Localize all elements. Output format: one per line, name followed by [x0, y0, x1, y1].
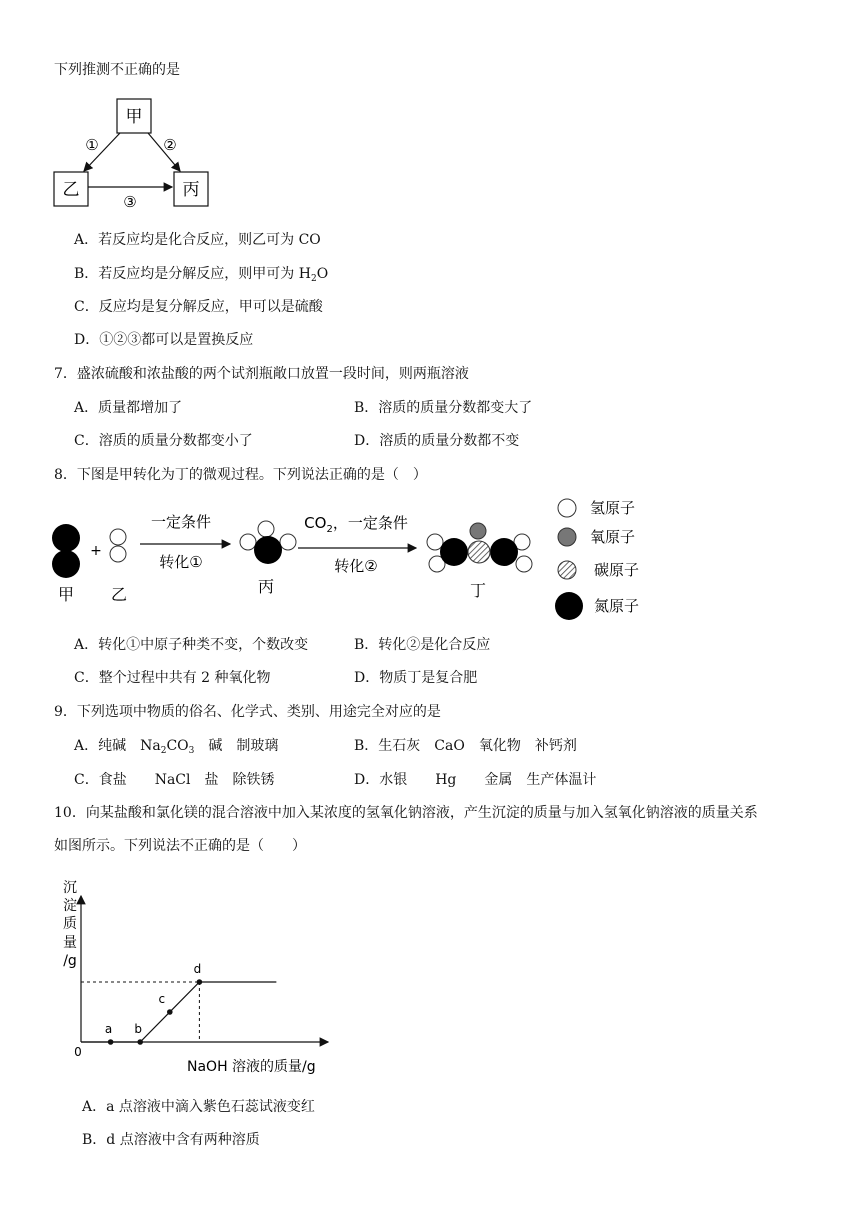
legend-nitrogen: 氮原子 [594, 597, 640, 615]
legend-carbon-swatch [558, 561, 576, 579]
q6-stem: 下列推测不正确的是 [54, 62, 180, 78]
atom-legend [555, 499, 639, 620]
q6-option-d: D．①②③都可以是置换反应 [74, 332, 254, 348]
point-label-b: b [134, 1022, 143, 1036]
plot-area [81, 962, 276, 1045]
point-label-c: c [158, 992, 166, 1006]
plus-sign: + [90, 543, 102, 559]
x-axis-label: NaOH 溶液的质量/g [187, 1059, 316, 1075]
y-axis-label [63, 880, 77, 969]
y-axis-label-char: 质 [63, 916, 77, 932]
q8-option-c: C．整个过程中共有 2 种氧化物 [74, 670, 271, 686]
q10-stem-line1: 10．向某盐酸和氯化镁的混合溶液中加入某浓度的氢氧化钠溶液，产生沉淀的质量与加入氢氧化钠溶液的质量关系 [54, 805, 758, 821]
label-ding: 丁 [469, 581, 487, 600]
arrow1-condition: 一定条件 [150, 513, 212, 531]
q10-precipitate-chart [50, 870, 350, 1080]
box-bing-label: 丙 [182, 180, 200, 200]
molecule-bing [240, 521, 296, 564]
point-c [167, 1009, 173, 1015]
box-jia-label: 甲 [125, 107, 143, 127]
q7-option-c: C．溶质的质量分数都变小了 [74, 433, 253, 449]
y-axis-label-char: 沉 [63, 880, 77, 896]
q8-stem: 8．下图是甲转化为丁的微观过程。下列说法正确的是（ ） [54, 467, 427, 483]
q7-option-d: D．溶质的质量分数都不变 [354, 433, 520, 449]
molecule-yi [110, 529, 126, 562]
arrow-3-label: ③ [123, 193, 137, 210]
box-yi-label: 乙 [62, 180, 80, 200]
legend-carbon: 碳原子 [594, 561, 640, 579]
q6-reaction-diagram [50, 95, 220, 210]
q7-option-b: B．溶质的质量分数都变大了 [354, 400, 533, 416]
legend-oxygen: 氧原子 [590, 528, 636, 546]
q9-option-b: B．生石灰 CaO 氧化物 补钙剂 [354, 738, 577, 754]
origin-label: 0 [74, 1045, 82, 1059]
q6-option-c: C．反应均是复分解反应，甲可以是硫酸 [74, 299, 323, 315]
q10-stem-line2: 如图所示。下列说法不正确的是（ ） [54, 838, 306, 854]
arrow1-name: 转化① [159, 553, 203, 571]
q8-option-a: A．转化①中原子种类不变，个数改变 [74, 637, 309, 653]
point-label-a: a [104, 1022, 113, 1036]
y-axis-label-char: 量 [63, 935, 77, 951]
q6-option-a: A．若反应均是化合反应，则乙可为 CO [74, 232, 321, 248]
legend-hydrogen: 氢原子 [590, 499, 636, 517]
y-axis-label-char: 淀 [63, 898, 77, 914]
arrow-1-label: ① [85, 136, 99, 154]
point-a [108, 1039, 114, 1045]
q8-option-d: D．物质丁是复合肥 [354, 670, 478, 686]
q9-option-c: C．食盐 NaCl 盐 除铁锈 [74, 772, 275, 788]
q8-option-b: B．转化②是化合反应 [354, 637, 491, 653]
q10-option-b: B．d 点溶液中含有两种溶质 [82, 1132, 260, 1148]
label-jia: 甲 [57, 585, 75, 604]
q6-option-b: B．若反应均是分解反应，则甲可为 $H_2O$ [74, 266, 329, 284]
molecule-jia [52, 524, 80, 578]
legend-oxygen-swatch [558, 528, 576, 546]
arrow2-name: 转化② [334, 557, 378, 575]
point-b [137, 1039, 143, 1045]
legend-hydrogen-swatch [558, 499, 576, 517]
q10-option-a: A．a 点溶液中滴入紫色石蕊试液变红 [82, 1099, 315, 1115]
q8-molecular-diagram [44, 492, 664, 622]
point-label-d: d [193, 962, 202, 976]
q9-stem: 9．下列选项中物质的俗名、化学式、类别、用途完全对应的是 [54, 704, 441, 720]
arrow2-condition: $CO_2$，一定条件 [304, 514, 408, 535]
q9-option-d: D．水银 Hg 金属 生产体温计 [354, 772, 597, 788]
molecule-ding [427, 523, 532, 572]
arrow-2-label: ② [163, 136, 177, 154]
y-axis-label-char: /g [63, 953, 77, 969]
label-bing: 丙 [257, 577, 275, 596]
legend-nitrogen-swatch [555, 592, 583, 620]
point-d [197, 979, 203, 985]
q9-option-a: A．纯碱 $Na_2CO_3$ 碱 制玻璃 [74, 738, 279, 756]
label-yi: 乙 [110, 585, 128, 604]
q7-option-a: A．质量都增加了 [74, 400, 183, 416]
q7-stem: 7．盛浓硫酸和浓盐酸的两个试剂瓶敞口放置一段时间，则两瓶溶液 [54, 366, 469, 382]
